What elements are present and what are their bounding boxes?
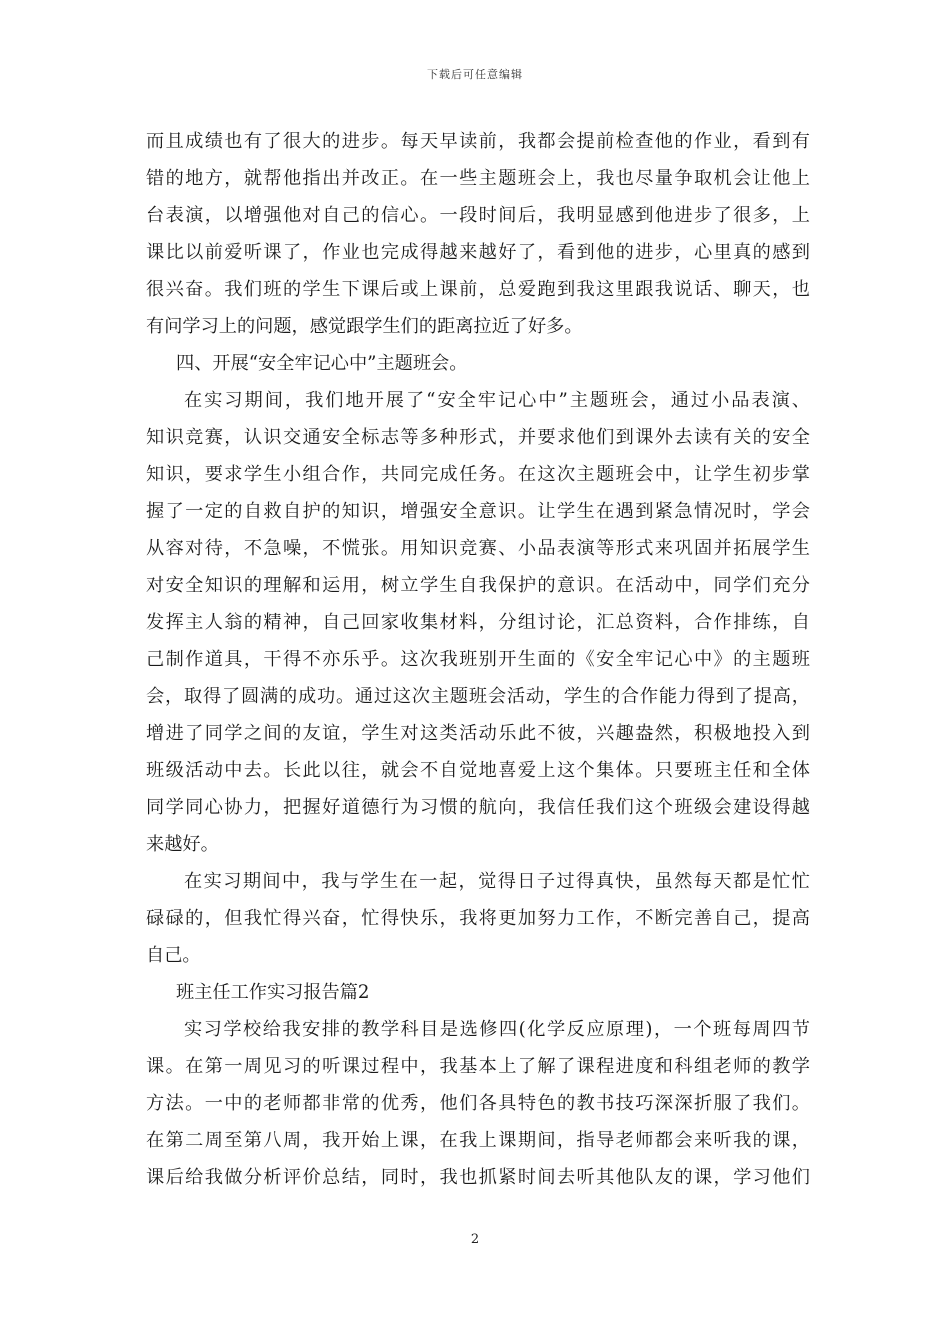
text-line: 对安全知识的理解和运用，树立学生自我保护的意识。在活动中，同学们充分 [146,575,810,596]
text-line: 课比以前爱听课了，作业也完成得越来越好了，看到他的进步，心里真的感到 [146,242,810,263]
text-line: 实习学校给我安排的教学科目是选修四(化学反应原理)，一个班每周四节 [184,1019,810,1040]
text-line: 在第二周至第八周，我开始上课，在我上课期间，指导老师都会来听我的课， [146,1130,810,1151]
text-line: 在实习期间中，我与学生在一起，觉得日子过得真快，虽然每天都是忙忙 [184,871,810,892]
text-line: 己制作道具，干得不亦乐乎。这次我班别开生面的《安全牢记心中》的主题班 [146,649,810,670]
page-header: 下载后可任意编辑 [427,68,523,81]
text-line: 增进了同学之间的友谊，学生对这类活动乐此不彼，兴趣盎然，积极地投入到 [146,723,810,744]
text-line: 会，取得了圆满的成功。通过这次主题班会活动，学生的合作能力得到了提高， [146,686,810,707]
text-line: 同学同心协力，把握好道德行为习惯的航向，我信任我们这个班级会建设得越 [146,797,810,818]
document-body [146,123,810,1196]
text-line: 从容对待，不急噪，不慌张。用知识竞赛、小品表演等形式来巩固并拓展学生 [146,538,810,559]
text-line: 发挥主人翁的精神，自己回家收集材料，分组讨论，汇总资料，合作排练，自 [146,612,810,633]
section-heading: 四、开展“安全牢记心中”主题班会。 [176,353,468,374]
text-line: 错的地方，就帮他指出并改正。在一些主题班会上，我也尽量争取机会让他上 [146,168,810,189]
section-heading: 班主任工作实习报告篇2 [176,982,370,1003]
text-line: 有问学习上的问题，感觉跟学生们的距离拉近了好多。 [146,316,583,337]
text-line: 知识，要求学生小组合作，共同完成任务。在这次主题班会中，让学生初步掌 [146,464,810,485]
text-line: 台表演，以增强他对自己的信心。一段时间后，我明显感到他进步了很多，上 [146,205,810,226]
text-line: 知识竞赛，认识交通安全标志等多种形式，并要求他们到课外去读有关的安全 [146,427,810,448]
text-line: 课。在第一周见习的听课过程中，我基本上了解了课程进度和科组老师的教学 [146,1056,810,1077]
text-line: 方法。一中的老师都非常的优秀，他们各具特色的教书技巧深深折服了我们。 [146,1093,810,1114]
text-line: 自己。 [146,945,201,966]
text-line: 碌碌的，但我忙得兴奋，忙得快乐，我将更加努力工作，不断完善自己，提高 [146,908,810,929]
text-line: 来越好。 [146,834,219,855]
text-line: 班级活动中去。长此以往，就会不自觉地喜爱上这个集体。只要班主任和全体 [146,760,810,781]
text-line: 在实习期间，我们地开展了“安全牢记心中”主题班会，通过小品表演、 [184,390,810,411]
text-line: 很兴奋。我们班的学生下课后或上课前，总爱跑到我这里跟我说话、聊天，也 [146,279,810,300]
page-number: 2 [470,1232,480,1247]
text-line: 握了一定的自救自护的知识，增强安全意识。让学生在遇到紧急情况时，学会 [146,501,810,522]
text-line: 课后给我做分析评价总结，同时，我也抓紧时间去听其他队友的课，学习他们 [146,1167,810,1188]
text-line: 而且成绩也有了很大的进步。每天早读前，我都会提前检查他的作业，看到有 [146,131,810,152]
